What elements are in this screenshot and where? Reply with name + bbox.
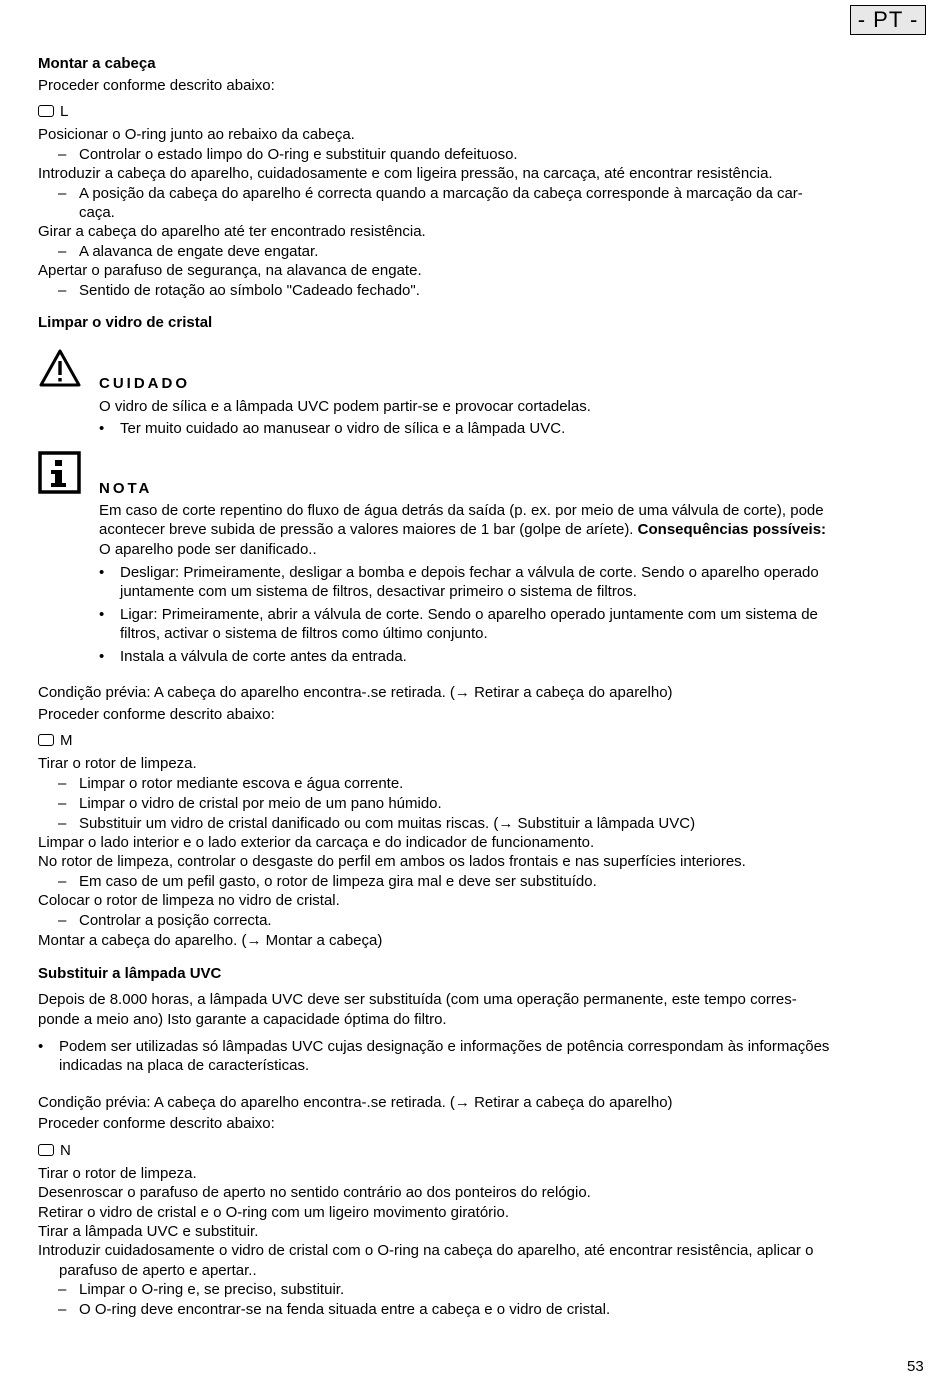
step-marker [38, 1141, 71, 1160]
note-bullet-cont: filtros, activar o sistema de filtros como último conjunto. [120, 625, 488, 642]
instruction-line: Retirar o vidro de cristal e o O-ring com um ligeiro movimento giratório. [38, 1204, 509, 1221]
bullet-item-cont: indicadas na placa de características. [59, 1057, 310, 1074]
precondition-text: Condição prévia: A cabeça do aparelho encontra-.se retirada. (→ Retirar a cabeça do aparelho) [38, 1094, 673, 1111]
intro-text: Proceder conforme descrito abaixo: [38, 77, 275, 94]
section-title-limpar-vidro: Limpar o vidro de cristal [38, 314, 213, 331]
instruction-line: Tirar o rotor de limpeza. [38, 755, 197, 772]
paragraph: ponde a meio ano) Isto garante a capacidade óptima do filtro. [38, 1011, 447, 1028]
instruction-line: Montar a cabeça do aparelho. (→ Montar a cabeça) [38, 932, 383, 949]
note-title: NOTA [99, 480, 153, 497]
sub-instruction: – Substituir um vidro de cristal danificado ou com muitas riscas. (→ Substituir a lâmpada UVC) [58, 815, 696, 832]
caution-title: CUIDADO [99, 375, 190, 392]
instruction-line-cont: parafuso de aperto e apertar.. [59, 1262, 257, 1279]
bullet-item: • Podem ser utilizadas só lâmpadas UVC cujas designação e informações de potência correspondam às informações [38, 1038, 830, 1055]
sub-instruction: – Sentido de rotação ao símbolo "Cadeado fechado". [58, 282, 420, 299]
sub-instruction: – Em caso de um pefil gasto, o rotor de limpeza gira mal e deve ser substituído. [58, 873, 597, 890]
step-label: L [60, 103, 69, 120]
note-bullet: • Desligar: Primeiramente, desligar a bomba e depois fechar a válvula de corte. Sendo o aparelho operado [99, 564, 819, 581]
language-tab: - PT - [850, 5, 926, 35]
instruction-line: Tirar a lâmpada UVC e substituir. [38, 1223, 259, 1240]
intro-text: Proceder conforme descrito abaixo: [38, 706, 275, 723]
caution-text: O vidro de sílica e a lâmpada UVC podem partir-se e provocar cortadelas. [99, 398, 591, 415]
info-icon [38, 451, 82, 495]
instruction-line: Tirar o rotor de limpeza. [38, 1165, 197, 1182]
section-title-montar-cabeca: Montar a cabeça [38, 55, 156, 72]
paragraph: Depois de 8.000 horas, a lâmpada UVC deve ser substituída (com uma operação permanente, este tempo corres- [38, 991, 797, 1008]
sub-instruction: – A posição da cabeça do aparelho é correcta quando a marcação da cabeça corresponde à marcação da car- [58, 185, 803, 202]
note-text: O aparelho pode ser danificado.. [99, 541, 317, 558]
note-bullet: • Instala a válvula de corte antes da entrada. [99, 648, 407, 665]
intro-text: Proceder conforme descrito abaixo: [38, 1115, 275, 1132]
figure-ref-icon [38, 734, 54, 746]
step-label: N [60, 1142, 71, 1159]
step-marker [38, 102, 68, 121]
note-text: acontecer breve subida de pressão a valores maiores de 1 bar (golpe de aríete). Consequências possíveis: [99, 521, 827, 538]
sub-instruction: – Limpar o vidro de cristal por meio de um pano húmido. [58, 795, 442, 812]
sub-instruction-cont: caça. [79, 204, 115, 221]
note-text: Em caso de corte repentino do fluxo de água detrás da saída (p. ex. por meio de uma válvula de corte), pode [99, 502, 824, 519]
note-bullet-cont: juntamente com um sistema de filtros, desactivar primeiro o sistema de filtros. [120, 583, 637, 600]
sub-instruction: – Controlar o estado limpo do O-ring e substituir quando defeituoso. [58, 146, 518, 163]
section-title-substituir-lampada: Substituir a lâmpada UVC [38, 965, 222, 982]
note-bullet: • Ligar: Primeiramente, abrir a válvula de corte. Sendo o aparelho operado juntamente com um sistema de [99, 606, 818, 623]
instruction-line: No rotor de limpeza, controlar o desgaste do perfil em ambos os lados frontais e nas superfícies interiores. [38, 853, 746, 870]
instruction-line: Colocar o rotor de limpeza no vidro de cristal. [38, 892, 340, 909]
instruction-line: Desenroscar o parafuso de aperto no sentido contrário ao dos ponteiros do relógio. [38, 1184, 591, 1201]
sub-instruction: – A alavanca de engate deve engatar. [58, 243, 319, 260]
warning-icon [38, 348, 82, 388]
page-number: 53 [907, 1358, 924, 1375]
sub-instruction: – Limpar o O-ring e, se preciso, substituir. [58, 1281, 345, 1298]
sub-instruction: – O O-ring deve encontrar-se na fenda situada entre a cabeça e o vidro de cristal. [58, 1301, 611, 1318]
instruction-line: Limpar o lado interior e o lado exterior da carcaça e do indicador de funcionamento. [38, 834, 595, 851]
instruction-line: Introduzir a cabeça do aparelho, cuidadosamente e com ligeira pressão, na carcaça, até encontrar resistência. [38, 165, 773, 182]
instruction-line: Posicionar o O-ring junto ao rebaixo da cabeça. [38, 126, 355, 143]
step-label: M [60, 732, 73, 749]
step-marker [38, 731, 73, 750]
sub-instruction: – Controlar a posição correcta. [58, 912, 272, 929]
sub-instruction: – Limpar o rotor mediante escova e água corrente. [58, 775, 404, 792]
instruction-line: Girar a cabeça do aparelho até ter encontrado resistência. [38, 223, 426, 240]
precondition-text: Condição prévia: A cabeça do aparelho encontra-.se retirada. (→ Retirar a cabeça do aparelho) [38, 684, 673, 701]
caution-bullet: • Ter muito cuidado ao manusear o vidro de sílica e a lâmpada UVC. [99, 420, 566, 437]
figure-ref-icon [38, 1144, 54, 1156]
figure-ref-icon [38, 105, 54, 117]
instruction-line: Introduzir cuidadosamente o vidro de cristal com o O-ring na cabeça do aparelho, até encontrar resistência, aplicar o [38, 1242, 814, 1259]
instruction-line: Apertar o parafuso de segurança, na alavanca de engate. [38, 262, 422, 279]
